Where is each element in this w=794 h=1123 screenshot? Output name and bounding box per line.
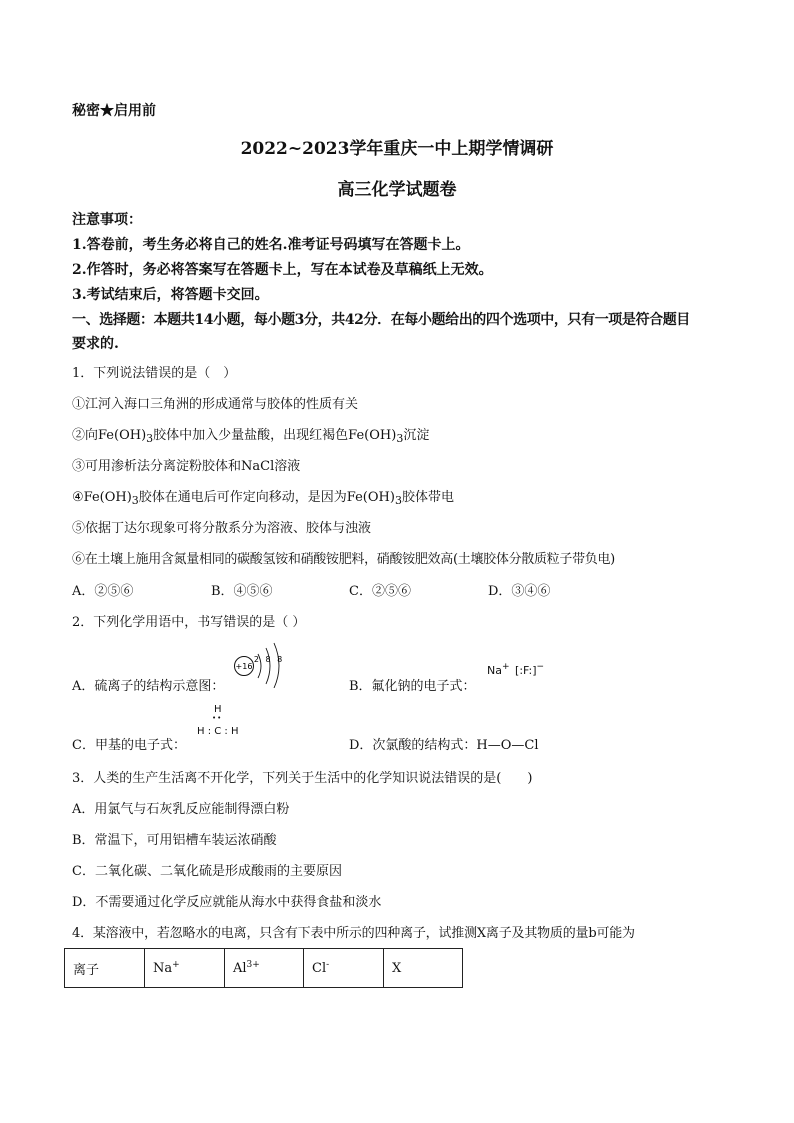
q1-s4-part: 胶体在通电后可作定向移动，是因为Fe(OH) xyxy=(138,490,395,505)
fluoride-charge: − xyxy=(536,662,545,672)
secret-label: 秘密★启用前 xyxy=(72,103,156,119)
electron-shell-arc xyxy=(266,648,270,684)
methyl-top-h: H xyxy=(214,704,222,715)
q3-option-b: B．常温下，可用铝槽车装运浓硝酸 xyxy=(72,833,277,848)
notes-item: 3.考试结束后，将答题卡交回。 xyxy=(72,287,269,303)
ion-symbol: Cl xyxy=(312,960,327,976)
ion-charge: + xyxy=(172,959,180,970)
subscript: 3 xyxy=(396,432,404,445)
ion-charge: 3+ xyxy=(246,959,260,970)
q1-stem: 1．下列说法错误的是（ ） xyxy=(72,366,237,381)
subscript: 3 xyxy=(394,494,402,507)
q2-option-a: A．硫离子的结构示意图： xyxy=(72,679,225,694)
electron-shell-arc xyxy=(274,643,279,688)
q2-option-d: D．次氯酸的结构式：H—O—Cl xyxy=(349,738,539,753)
q2-stem: 2．下列化学用语中，书写错误的是（ ） xyxy=(72,615,306,630)
subscript: 3 xyxy=(131,494,139,507)
q1-s4-part: ④Fe(OH) xyxy=(72,490,132,505)
notes-heading: 注意事项： xyxy=(72,212,142,228)
ion-table xyxy=(64,948,463,988)
q4-stem: 4．某溶液中，若忽略水的电离，只含有下表中所示的四种离子，试推测X离子及其物质的量b可能为 xyxy=(72,926,635,941)
section-instructions-cont: 要求的. xyxy=(72,336,119,352)
methyl-row: H : C : H xyxy=(197,726,239,737)
q2-option-b: B．氟化钠的电子式： xyxy=(349,679,476,694)
q1-s2-part: 沉淀 xyxy=(403,428,430,443)
q1-option-d: D．③④⑥ xyxy=(488,584,551,599)
shell-electron-counts: 2 8 8 xyxy=(253,655,285,664)
q3-stem: 3．人类的生产生活离不开化学，下列关于生活中的化学知识说法错误的是( ) xyxy=(72,771,533,786)
exam-title: 2022~2023学年重庆一中上期学情调研 xyxy=(240,139,554,159)
q1-option-b: B．④⑤⑥ xyxy=(211,584,273,599)
q1-s4-part: 胶体带电 xyxy=(401,490,454,505)
q2-option-c: C．甲基的电子式： xyxy=(72,738,186,753)
subscript: 3 xyxy=(146,432,154,445)
q1-option-a: A．②⑤⑥ xyxy=(72,584,134,599)
fluoride-bracket: [:F:] xyxy=(515,664,537,677)
q1-s2-part: ②向Fe(OH) xyxy=(72,428,147,443)
sodium-symbol: Na xyxy=(487,664,502,677)
section-instructions: 一、选择题：本题共14小题，每小题3分，共42分．在每小题给出的四个选项中，只有一项是符合题目 xyxy=(72,312,690,328)
q1-statement: ③可用渗析法分离淀粉胶体和NaCl溶液 xyxy=(72,459,301,474)
exam-subtitle: 高三化学试题卷 xyxy=(337,180,457,200)
sulfur-ion-diagram xyxy=(232,640,294,688)
ion-charge: - xyxy=(326,959,330,970)
ion-cell-al xyxy=(225,949,304,988)
q1-s2-part: 胶体中加入少量盐酸，出现红褐色Fe(OH) xyxy=(153,428,397,443)
methyl-dots: •• xyxy=(212,714,223,722)
ion-cell-na xyxy=(145,949,225,988)
table-row xyxy=(65,949,463,988)
notes-item: 2.作答时，务必将答案写在答题卡上，写在本试卷及草稿纸上无效。 xyxy=(72,262,493,278)
q1-statement: ⑤依据丁达尔现象可将分散系分为溶液、胶体与浊液 xyxy=(72,521,372,536)
q1-statement xyxy=(72,424,429,443)
q1-statement xyxy=(72,486,454,505)
q1-option-c: C．②⑤⑥ xyxy=(349,584,411,599)
ion-cell-cl xyxy=(304,949,384,988)
q3-option-c: C．二氧化碳、二氧化硫是形成酸雨的主要原因 xyxy=(72,864,342,879)
q3-option-a: A．用氯气与石灰乳反应能制得漂白粉 xyxy=(72,802,290,817)
q1-statement: ⑥在土壤上施用含氮量相同的碳酸氢铵和硝酸铵肥料，硝酸铵肥效高(土壤胶体分散质粒子带负电) xyxy=(72,552,615,567)
ion-symbol: Na xyxy=(153,960,173,976)
naf-electron-formula xyxy=(487,664,544,677)
q1-statement: ①江河入海口三角洲的形成通常与胶体的性质有关 xyxy=(72,397,359,412)
nucleus-charge: +16 xyxy=(235,662,253,671)
ion-header-cell: 离子 xyxy=(65,949,145,988)
q3-option-d: D．不需要通过化学反应就能从海水中获得食盐和淡水 xyxy=(72,895,382,910)
notes-item: 1.答卷前，考生务必将自己的姓名.准考证号码填写在答题卡上。 xyxy=(72,237,470,253)
ion-symbol: Al xyxy=(233,960,247,976)
ion-cell-x: X xyxy=(384,949,463,988)
sodium-charge: + xyxy=(501,662,510,672)
